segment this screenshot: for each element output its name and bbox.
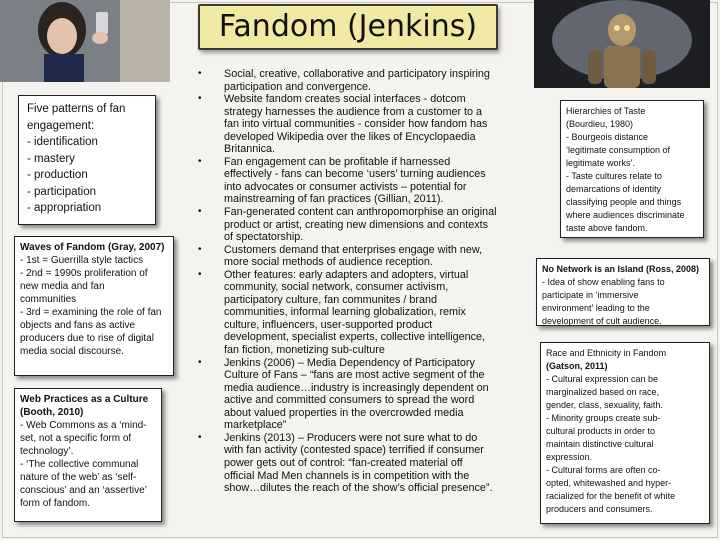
box6-heading: Race and Ethnicity in Fandom — [546, 348, 667, 358]
bullet-item — [194, 156, 528, 206]
bullet-line: strategy harnesses the audience from a customer to a — [224, 105, 483, 118]
race-ethnicity-box — [540, 342, 710, 524]
bullet-line: communities, informal learning globalization, remix — [224, 306, 466, 319]
bullet-dot: • — [198, 93, 202, 105]
box4-line: ‘legitimate consumption of — [566, 145, 671, 155]
bullet-line: Jenkins (2013) – Producers were not sure what to do — [224, 431, 478, 444]
bullet-item — [194, 432, 528, 495]
bullet-dot: • — [198, 356, 202, 368]
box3-line: set, not a specific form of — [20, 433, 132, 444]
bullet-line: power gets out of control: “fan-created material off — [224, 456, 463, 469]
bullet-line: mainstreaming of fan practices (Gillian, 2011). — [224, 193, 444, 206]
hierarchies-of-taste-box — [560, 100, 704, 238]
bullet-dot: • — [198, 268, 202, 280]
box2-heading: Waves of Fandom (Gray, 2007) — [20, 242, 165, 253]
box1-line: - production — [27, 169, 88, 181]
box2-line: - 3rd = examining the role of fan — [20, 307, 162, 318]
bullet-line: marketplace” — [224, 419, 287, 432]
box1-line: - identification — [27, 136, 98, 148]
bullet-line: Britannica. — [224, 143, 276, 156]
bullet-item — [194, 206, 528, 244]
waves-of-fandom-box — [14, 236, 174, 376]
bullet-line: culture, influencers, user-supported product — [224, 318, 433, 331]
box2-line: communities — [20, 294, 77, 305]
box3-line: - Web Commons as a ‘mind- — [20, 420, 147, 431]
box5-heading: No Network is an Island (Ross, 2008) — [542, 264, 700, 274]
bullet-line: Jenkins (2006) – Media Dependency of Participatory — [224, 356, 475, 369]
bullet-line: participatory culture, fan communites / brand — [224, 293, 438, 306]
box4-line: demarcations of identity — [566, 184, 662, 194]
bullet-line: development, specialist experts, collective intelligence, — [224, 331, 486, 344]
box3-line: nature of the web’ as ‘self- — [20, 472, 137, 483]
box4-heading: Hierarchies of Taste — [566, 106, 646, 116]
bullet-dot: • — [198, 243, 202, 255]
box6-line: - Minority groups create sub- — [546, 413, 661, 423]
bullet-line: participation and convergence. — [224, 80, 372, 93]
main-bullet-list — [194, 68, 528, 495]
box1-line: - appropriation — [27, 202, 102, 214]
bullet-line: show…dilutes the reach of the show’s official presence”. — [224, 482, 493, 495]
bullet-line: Customers demand that enterprises engage with new, — [224, 243, 483, 256]
box2-line: media social discourse. — [20, 346, 124, 357]
box4-line: - Taste cultures relate to — [566, 171, 662, 181]
bullet-dot: • — [198, 431, 202, 443]
bullet-line: fan into virtual communities - consider how fandom has — [224, 118, 488, 131]
box5-line: participate in ‘immersive — [542, 290, 639, 300]
box2-line: - 2nd = 1990s proliferation of — [20, 268, 148, 279]
woman-with-phone-photo — [0, 0, 170, 82]
bullet-line: media audience…industry is increasingly dependent on — [224, 381, 489, 394]
bullet-line: Fan-generated content can anthropomorphise an original — [224, 206, 497, 219]
box6-line: - Cultural expression can be — [546, 374, 659, 384]
box2-line: - 1st = Guerrilla style tactics — [20, 255, 144, 266]
bullet-dot: • — [198, 206, 202, 218]
box2-line: objects and fans as active — [20, 320, 136, 331]
bullet-line: fan fiction, monetizing sub-culture — [224, 344, 385, 357]
box4-line: taste above fandom. — [566, 223, 648, 233]
bullet-item — [194, 269, 528, 357]
bullet-line: Social, creative, collaborative and participatory inspiring — [224, 68, 490, 80]
bullet-dot: • — [198, 68, 202, 79]
bullet-line: of spectatorship. — [224, 231, 304, 244]
no-network-island-box — [536, 258, 710, 326]
bullet-line: about valued properties in the overcrowded media — [224, 406, 464, 419]
box6-line: opted, whitewashed and hyper- — [546, 478, 672, 488]
box5-line: - Idea of show enabling fans to — [542, 277, 665, 287]
bullet-line: effectively - fans can become ‘users’ turning audiences — [224, 168, 486, 181]
bullet-line: more social methods of audience reception. — [224, 256, 433, 269]
bullet-line: with fan activity (contested space) terrified if consumer — [224, 444, 484, 457]
bullet-line: product or artist, creating new dimensions and contexts — [224, 218, 489, 231]
page-title: Fandom (Jenkins) — [198, 4, 498, 50]
bullet-item — [194, 244, 528, 269]
bullet-line: Culture of Fans – “fans are most active segment of the — [224, 369, 485, 382]
bullet-item — [194, 93, 528, 156]
box6-line: producers and consumers. — [546, 504, 653, 514]
box1-line: - mastery — [27, 152, 75, 165]
box6-line: racialized for the benefit of white — [546, 491, 676, 501]
box3-heading: Web Practices as a Culture — [20, 394, 149, 405]
bullet-line: official Mad Men channels is in competition with the — [224, 469, 470, 482]
bullet-item — [194, 357, 528, 432]
bullet-line: developed Wikipedia over the likes of Encyclopaedia — [224, 130, 476, 143]
bullet-line: Fan engagement can be profitable if harnessed — [224, 155, 451, 168]
box6-line: gender, class, sexuality, faith. — [546, 400, 663, 410]
robot-figure-image — [534, 0, 710, 88]
bullet-line: community, social network, consumer activism, — [224, 281, 449, 294]
box4-subheading: (Bourdieu, 1980) — [566, 119, 634, 129]
box4-line: classifying people and things — [566, 197, 682, 207]
box4-line: legitimate works’. — [566, 158, 636, 168]
box6-subheading: (Gatson, 2011) — [546, 361, 608, 371]
web-practices-box — [14, 388, 162, 522]
box3-line: technology’. — [20, 446, 74, 457]
box6-line: expression. — [546, 452, 593, 462]
box6-line: - Cultural forms are often co- — [546, 465, 661, 475]
box3-line: - ‘The collective communal — [20, 459, 139, 470]
box4-line: where audiences discriminate — [566, 210, 685, 220]
box1-line: engagement: — [27, 119, 95, 132]
box3-subheading: (Booth, 2010) — [20, 407, 84, 418]
bullet-line: Website fandom creates social interfaces - dotcom — [224, 93, 466, 106]
box5-line: development of cult audience. — [542, 316, 662, 326]
box1-line: Five patterns of fan — [27, 103, 126, 115]
box3-line: conscious’ and an ‘assertive’ — [20, 485, 147, 496]
woman-with-phone-image — [0, 0, 170, 82]
box6-line: marginalized based on race, — [546, 387, 660, 397]
box3-line: form of fandom. — [20, 498, 91, 509]
robot-figure-photo — [534, 0, 710, 88]
box6-line: cultural products in order to — [546, 426, 656, 436]
bullet-line: active and committed consumers to spread the word — [224, 394, 475, 407]
bullet-line: into advocates or consumer activists – potential for — [224, 180, 467, 193]
box4-line: - Bourgeois distance — [566, 132, 649, 142]
box6-line: maintain distinctive cultural — [546, 439, 654, 449]
box2-line: producers due to rise of digital — [20, 333, 154, 344]
box1-line: - participation — [27, 185, 97, 198]
bullet-line: Other features: early adapters and adopters, virtual — [224, 268, 469, 281]
bullet-item — [194, 68, 528, 93]
bullet-dot: • — [198, 155, 202, 167]
box2-line: new media and fan — [20, 281, 105, 292]
engagement-patterns-box — [18, 95, 156, 225]
box5-line: environment’ leading to the — [542, 303, 650, 313]
